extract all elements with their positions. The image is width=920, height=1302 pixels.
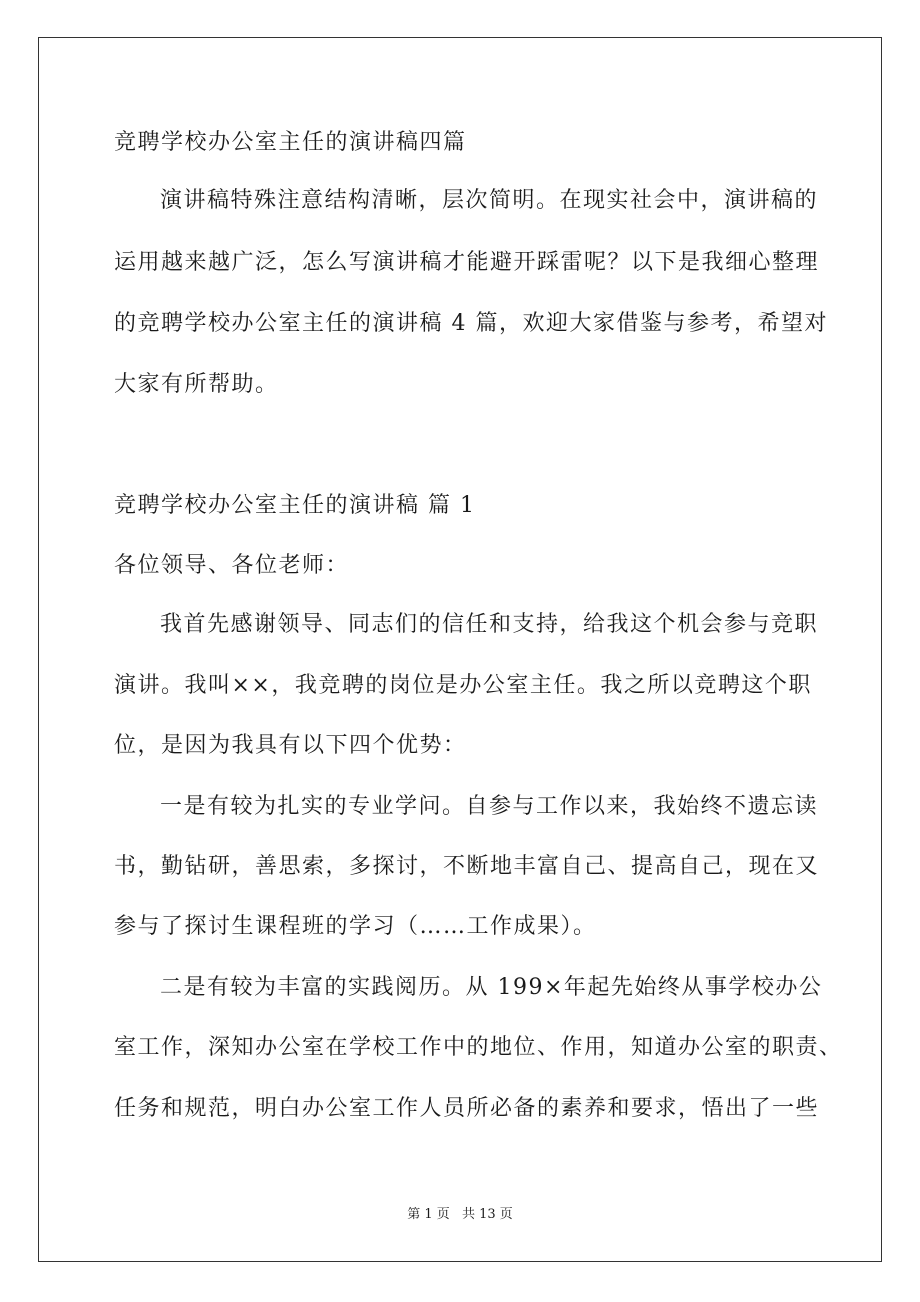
- intro-line-4: 大家有所帮助。: [114, 372, 279, 397]
- body-line-1: 我首先感谢领导、同志们的信任和支持，给我这个机会参与竞职: [160, 612, 819, 637]
- body-line-3: 位，是因为我具有以下四个优势：: [114, 733, 467, 758]
- salutation: 各位领导、各位老师：: [114, 553, 350, 578]
- body-line-5: 书，勤钻研，善思索，多探讨，不断地丰富自己、提高自己，现在又: [114, 854, 820, 879]
- page-footer: [0, 1206, 920, 1224]
- body-line-8: 室工作，深知办公室在学校工作中的地位、作用，知道办公室的职责、: [114, 1035, 843, 1060]
- page-border: [38, 37, 882, 1262]
- intro-line-1: 演讲稿特殊注意结构清晰，层次简明。在现实社会中，演讲稿的: [160, 188, 819, 213]
- section-heading: 竞聘学校办公室主任的演讲稿 篇 1: [114, 493, 476, 518]
- intro-line-3: 的竞聘学校办公室主任的演讲稿 4 篇，欢迎大家借鉴与参考，希望对: [114, 311, 828, 336]
- document-title: 竞聘学校办公室主任的演讲稿四篇: [114, 130, 467, 155]
- intro-line-2: 运用越来越广泛，怎么写演讲稿才能避开踩雷呢？以下是我细心整理: [114, 250, 820, 275]
- page-number: 第 1 页: [407, 1207, 450, 1222]
- body-line-9: 任务和规范，明白办公室工作人员所必备的素养和要求，悟出了一些: [114, 1096, 820, 1121]
- page-total: 共 13 页: [461, 1207, 513, 1222]
- body-line-6: 参与了探讨生课程班的学习（……工作成果）。: [114, 914, 597, 939]
- body-line-7: 二是有较为丰富的实践阅历。从 199×年起先始终从事学校办公: [160, 975, 823, 1000]
- body-line-4: 一是有较为扎实的专业学问。自参与工作以来，我始终不遗忘读: [160, 794, 819, 819]
- body-line-2: 演讲。我叫××，我竞聘的岗位是办公室主任。我之所以竞聘这个职: [114, 673, 812, 698]
